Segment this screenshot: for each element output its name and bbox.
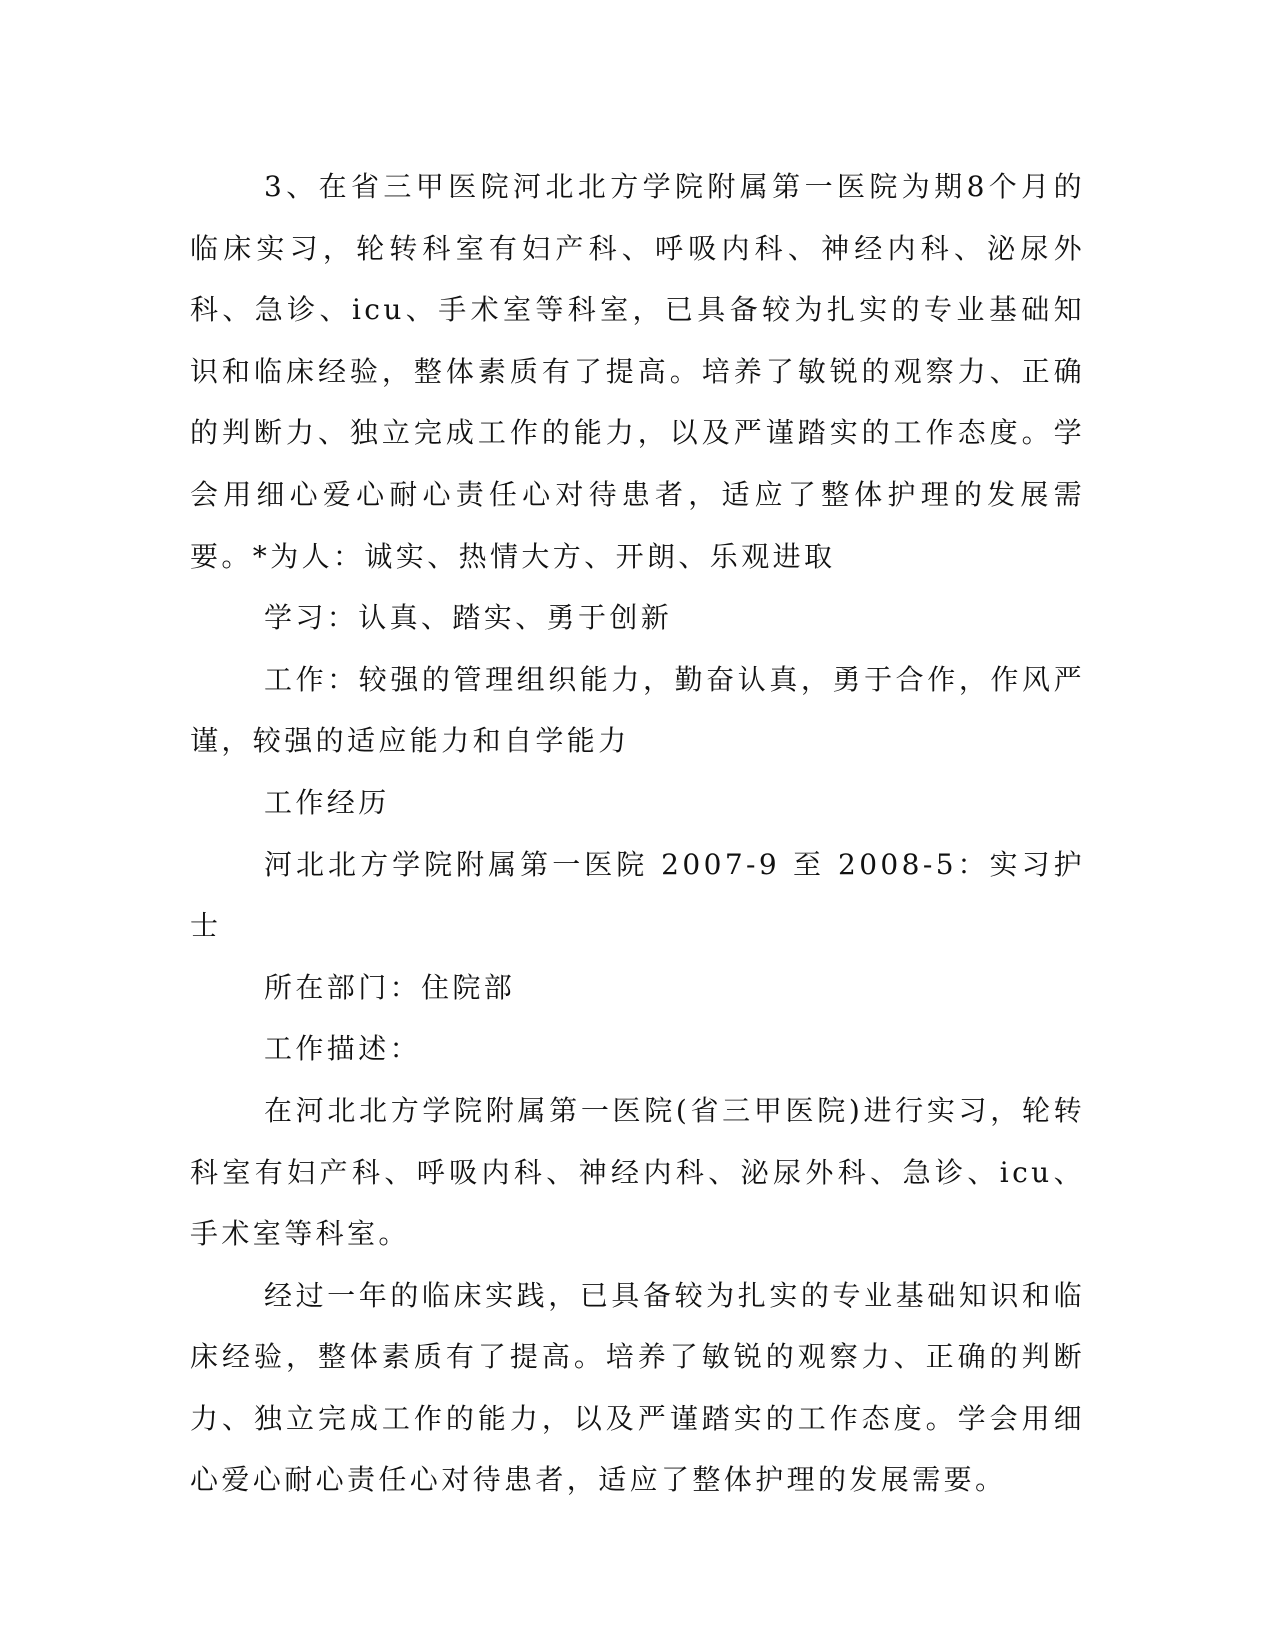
paragraph-rotation-details: 在河北北方学院附属第一医院(省三甲医院)进行实习，轮转科室有妇产科、呼吸内科、神经内科、泌尿外科、急诊、icu、手术室等科室。 — [190, 1093, 1085, 1251]
section-heading-work-experience: 工作经历 — [264, 785, 390, 819]
paragraph-clinical-practice-summary: 经过一年的临床实践，已具备较为扎实的专业基础知识和临床经验，整体素质有了提高。培养了敏锐的观察力、正确的判断力、独立完成工作的能力，以及严谨踏实的工作态度。学会用细心爱心耐心责任心对待患者，适应了整体护理的发展需要。 — [190, 1278, 1085, 1497]
paragraph-employer-period: 河北北方学院附属第一医院 2007-9 至 2008-5：实习护士 — [190, 847, 1085, 943]
paragraph-job-description-label: 工作描述： — [264, 1032, 422, 1066]
paragraph-work-traits: 工作：较强的管理组织能力，勤奋认真，勇于合作，作风严谨，较强的适应能力和自学能力 — [190, 662, 1085, 758]
paragraph-department: 所在部门：住院部 — [264, 970, 516, 1004]
document-body — [190, 156, 1085, 1511]
paragraph-internship-summary: 3、在省三甲医院河北北方学院附属第一医院为期8个月的临床实习，轮转科室有妇产科、呼吸内科、神经内科、泌尿外科、急诊、icu、手术室等科室，已具备较为扎实的专业基础知识和临床经验，整体素质有了提高。培养了敏锐的观察力、正确的判断力、独立完成工作的能力，以及严谨踏实的工作态度。学会用细心爱心耐心责任心对待患者，适应了整体护理的发展需要。*为人：诚实、热情大方、开朗、乐观进取 — [190, 170, 1085, 573]
paragraph-study-traits: 学习：认真、踏实、勇于创新 — [264, 601, 673, 635]
